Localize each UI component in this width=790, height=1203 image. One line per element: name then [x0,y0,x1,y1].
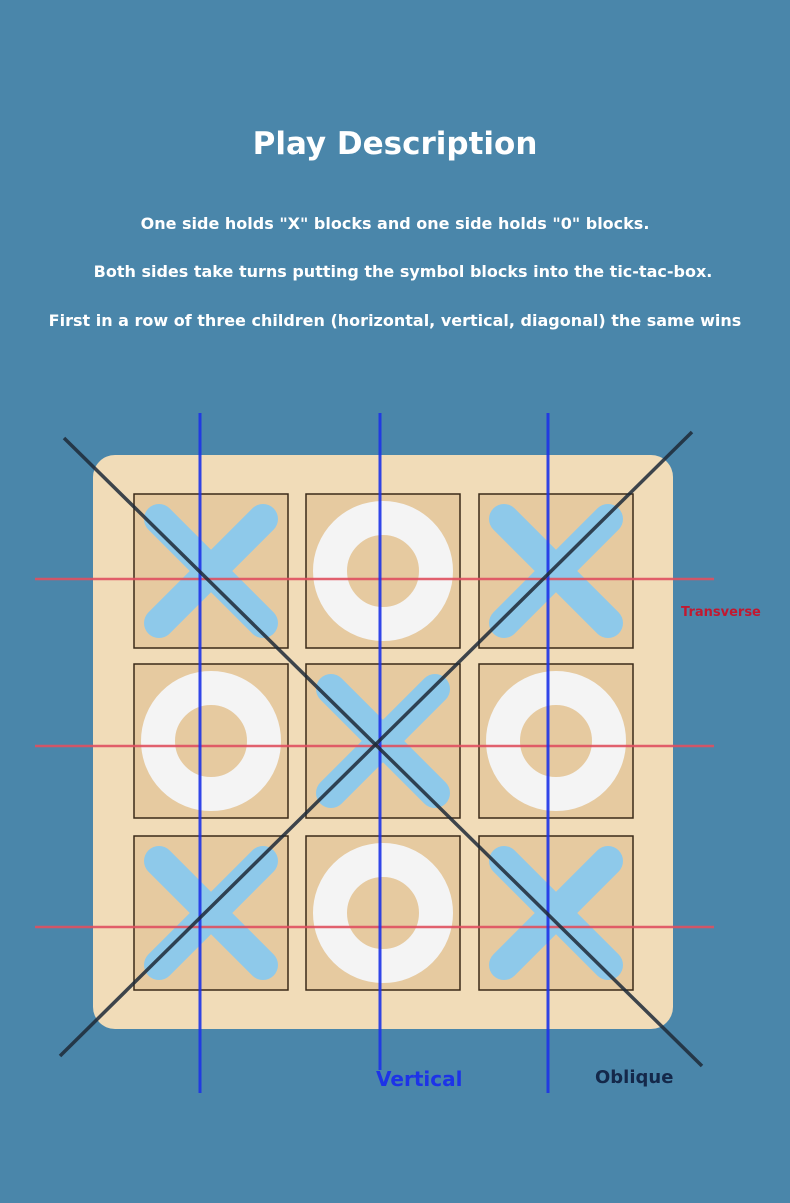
rule-text-3: First in a row of three children (horizontal, vertical, diagonal) the same wins [48,311,742,330]
board-cell [134,664,288,818]
page-title: Play Description [252,126,538,162]
board-cell [306,494,460,648]
board-cells [134,494,633,990]
board-cell [479,664,633,818]
board-cell [479,836,633,990]
vertical-label: Vertical [376,1067,463,1091]
rule-text-1: One side holds "X" blocks and one side holds "0" blocks. [140,214,650,233]
board-cell [479,494,633,648]
board-cell [134,836,288,990]
board-cell [134,494,288,648]
board-cell [306,836,460,990]
rule-text-2: Both sides take turns putting the symbol blocks into the tic-tac-box. [93,262,713,281]
board-cell [306,664,460,818]
transverse-label: Transverse [681,605,761,620]
oblique-label: Oblique [595,1067,674,1088]
